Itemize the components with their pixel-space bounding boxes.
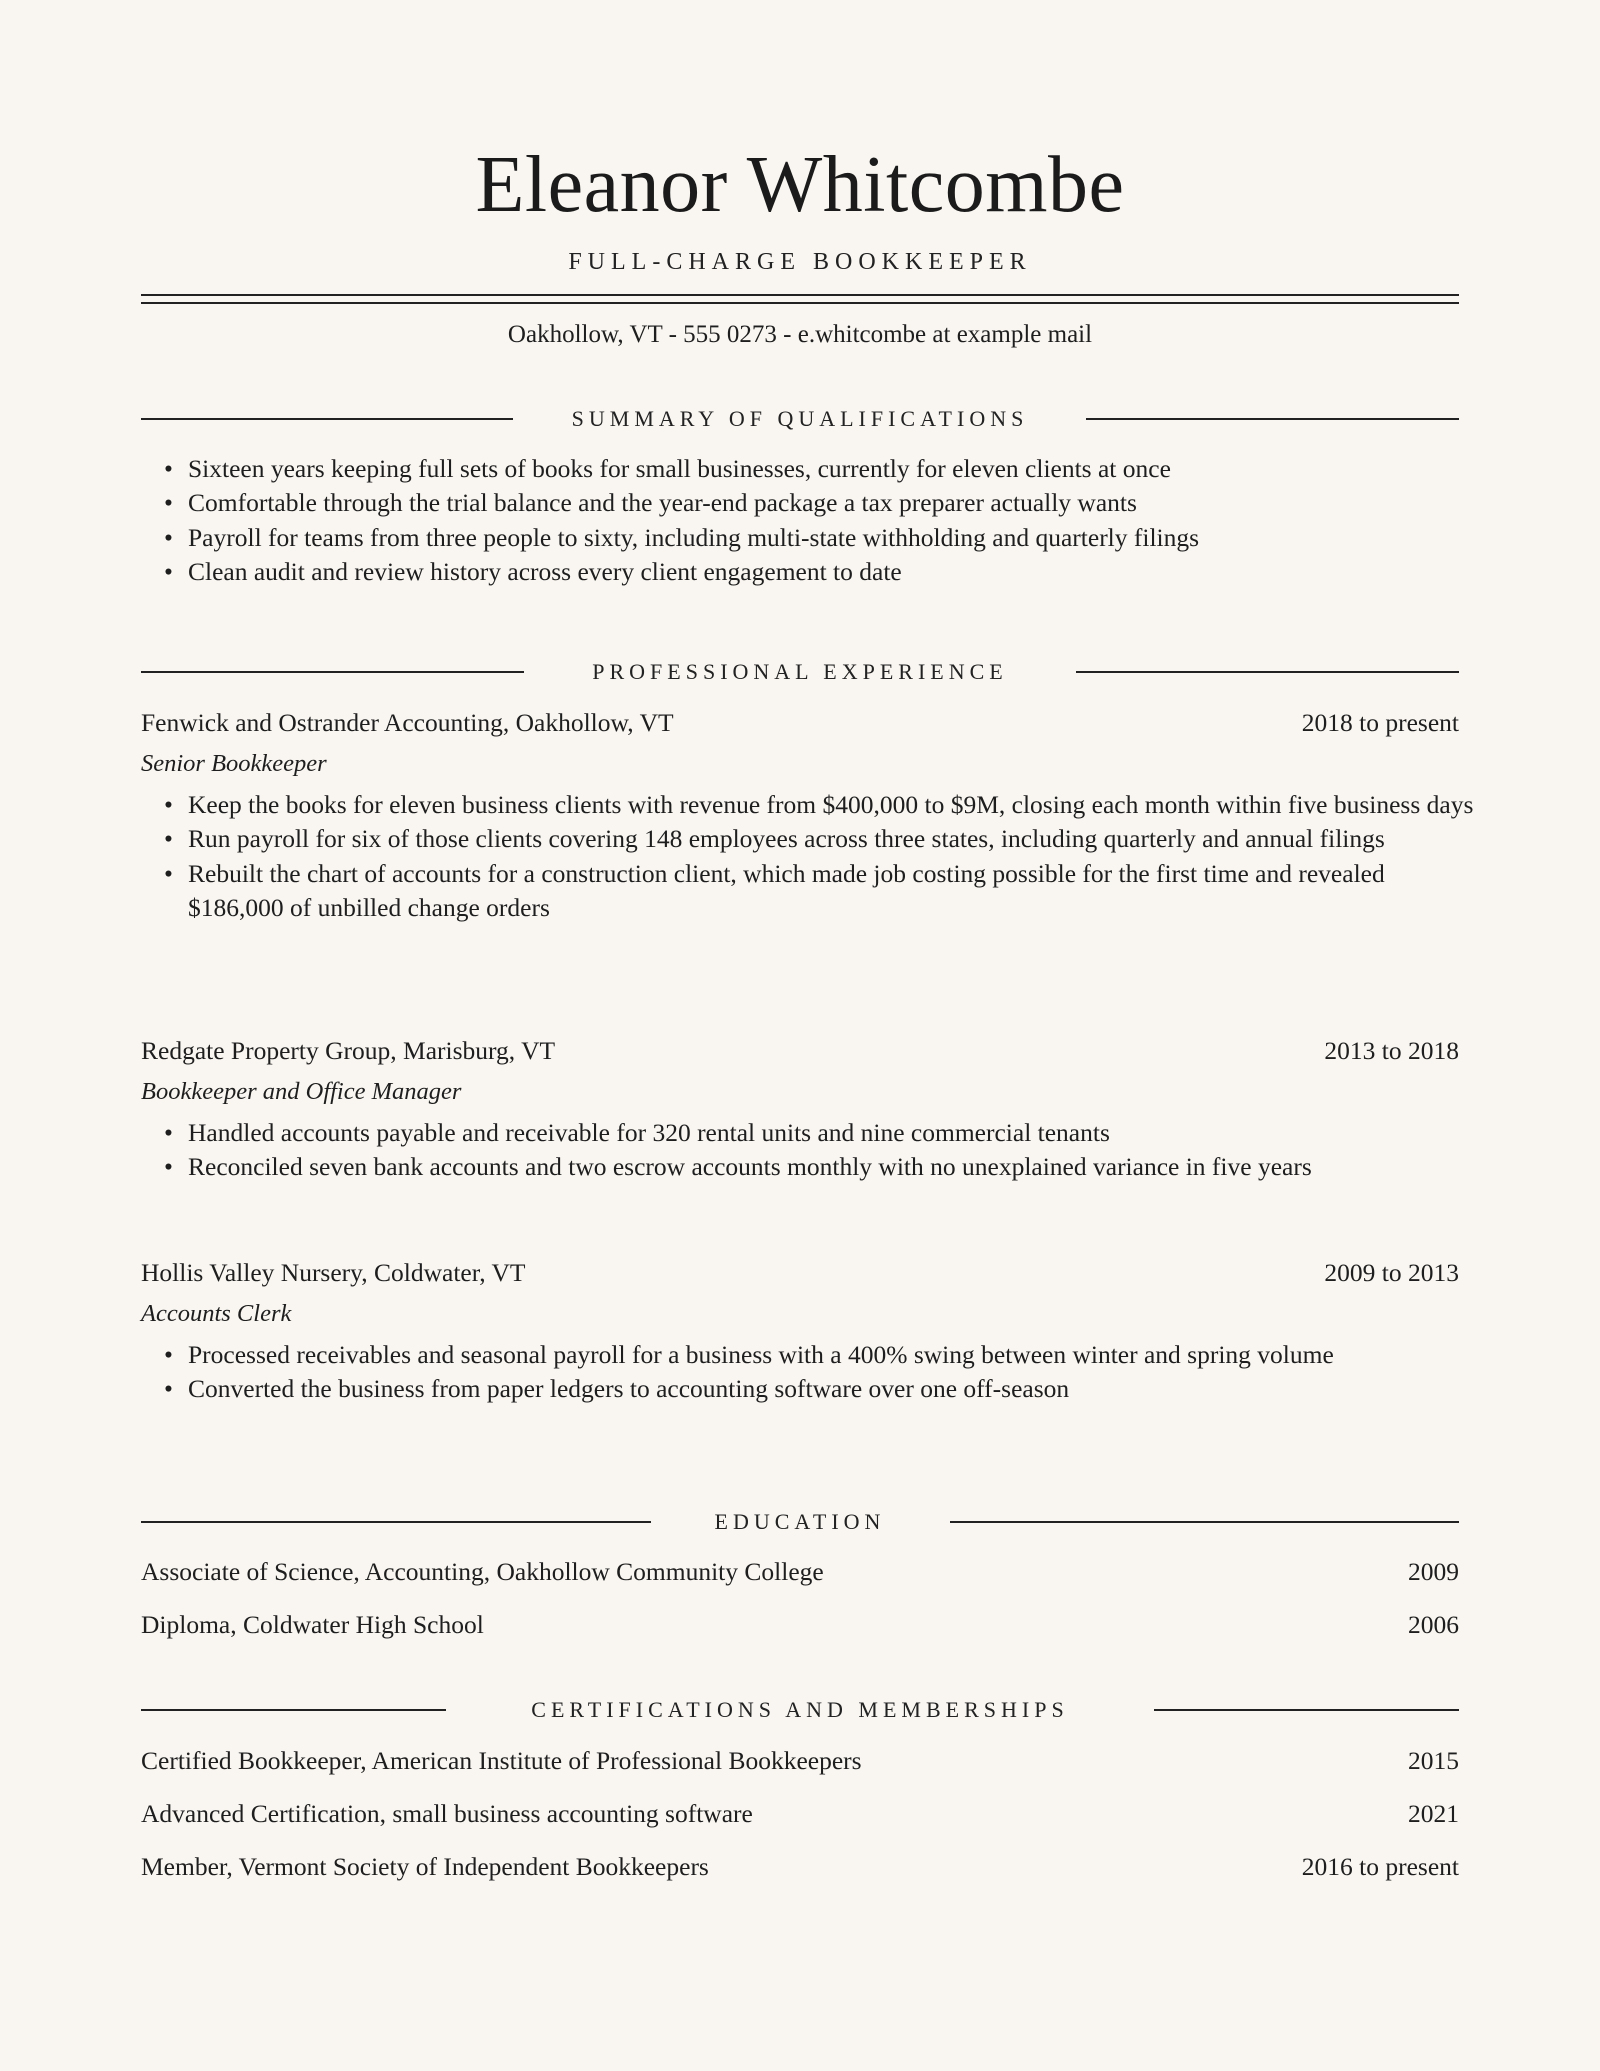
- section-title: PROFESSIONAL EXPERIENCE: [592, 659, 1008, 684]
- heading-rule-right: [1086, 418, 1459, 420]
- job-bullets: [141, 1338, 1459, 1407]
- job-bullets: [141, 788, 1476, 925]
- job-role: Accounts Clerk: [141, 1300, 292, 1327]
- job-bullets: [141, 1116, 1459, 1185]
- section-title: SUMMARY OF QUALIFICATIONS: [571, 406, 1029, 431]
- list-item: • Clean audit and review history across every client engagement to date: [141, 555, 1459, 589]
- employer: Fenwick and Ostrander Accounting, Oakhollow, VT: [141, 708, 674, 737]
- list-item: • Run payroll for six of those clients covering 148 employees across three states, including quarterly and annual filings: [141, 822, 1476, 856]
- certification-date: 2016 to present: [1301, 1852, 1459, 1881]
- job-role: Senior Bookkeeper: [141, 750, 327, 777]
- job-dates: 2013 to 2018: [1324, 1036, 1459, 1065]
- job-dates: 2009 to 2013: [1324, 1258, 1459, 1287]
- list-item: • Handled accounts payable and receivable for 320 rental units and nine commercial tenants: [141, 1116, 1459, 1150]
- experience-section-heading: [141, 657, 1459, 687]
- certifications-section-heading: [141, 1695, 1459, 1725]
- job-title: FULL-CHARGE BOOKKEEPER: [568, 249, 1032, 275]
- education-entry: Diploma, Coldwater High School: [141, 1610, 484, 1639]
- list-item: • Sixteen years keeping full sets of books for small businesses, currently for eleven clients at once: [141, 452, 1459, 486]
- education-entry: Associate of Science, Accounting, Oakhollow Community College: [141, 1557, 824, 1586]
- list-item: • Reconciled seven bank accounts and two escrow accounts monthly with no unexplained variance in five years: [141, 1150, 1459, 1184]
- certification-entry: Certified Bookkeeper, American Institute of Professional Bookkeepers: [141, 1746, 862, 1775]
- education-section-heading: [141, 1507, 1459, 1537]
- certification-entry: Member, Vermont Society of Independent Bookkeepers: [141, 1852, 709, 1881]
- heading-rule-right: [1154, 1709, 1459, 1711]
- certification-entry: Advanced Certification, small business accounting software: [141, 1799, 753, 1828]
- employer: Redgate Property Group, Marisburg, VT: [141, 1036, 556, 1065]
- employer: Hollis Valley Nursery, Coldwater, VT: [141, 1258, 526, 1287]
- certification-date: 2021: [1408, 1799, 1459, 1828]
- contact-line: Oakhollow, VT - 555 0273 - e.whitcombe at example mail: [507, 321, 1093, 348]
- list-item: • Rebuilt the chart of accounts for a construction client, which made job costing possible for the first time and revealed $186,000 of unbilled change orders: [141, 857, 1476, 926]
- job-role: Bookkeeper and Office Manager: [141, 1078, 462, 1105]
- heading-rule-right: [1076, 671, 1459, 673]
- header-divider-bottom: [141, 302, 1459, 304]
- list-item: • Payroll for teams from three people to sixty, including multi-state withholding and quarterly filings: [141, 521, 1459, 555]
- list-item: • Processed receivables and seasonal payroll for a business with a 400% swing between winter and spring volume: [141, 1338, 1459, 1372]
- education-date: 2009: [1408, 1557, 1459, 1586]
- list-item: • Converted the business from paper ledgers to accounting software over one off-season: [141, 1372, 1459, 1406]
- section-title: EDUCATION: [714, 1509, 886, 1534]
- header-divider-top: [141, 294, 1459, 296]
- list-item: • Keep the books for eleven business clients with revenue from $400,000 to $9M, closing each month within five business days: [141, 788, 1476, 822]
- candidate-name: Eleanor Whitcombe: [475, 141, 1125, 229]
- summary-section-heading: [141, 404, 1459, 434]
- heading-rule-right: [950, 1521, 1459, 1523]
- job-dates: 2018 to present: [1301, 708, 1459, 737]
- list-item: • Comfortable through the trial balance and the year-end package a tax preparer actually wants: [141, 486, 1459, 520]
- certification-date: 2015: [1408, 1746, 1459, 1775]
- education-date: 2006: [1408, 1610, 1459, 1639]
- summary-list: [141, 452, 1459, 589]
- section-title: CERTIFICATIONS AND MEMBERSHIPS: [531, 1697, 1069, 1722]
